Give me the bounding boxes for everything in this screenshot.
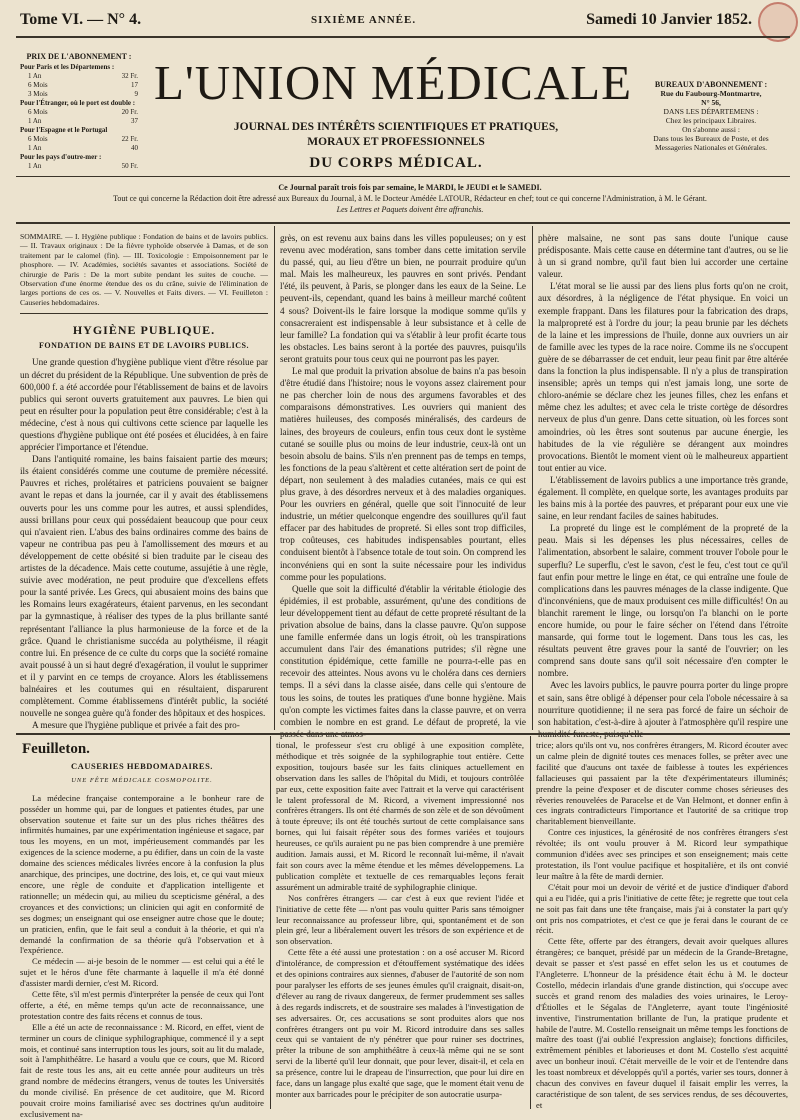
feuilleton-paragraph: Ce médecin — ai-je besoin de le nommer — est celui qui a été le sujet et le héros d'une fête charmante à laquelle il m'a été donné d'assister mardi dernier, c'est M. Ricord. (20, 956, 264, 989)
newspaper-page (6, 0, 794, 1119)
feuilleton-column-3 (536, 740, 788, 1109)
article-paragraph: Dans l'antiquité romaine, les bains faisaient partie des mœurs; ils étaient considérés comme une coutume de première nécessité. Pauvres et riches, prolétaires et patriciens pouvaient se baigner avant le repas et dans la journée, car il y avait des établissemens ouverts pour les uns comme pour les autres, et aussi splendides, aussi brillans pour ceux qui possédaient beaucoup que pour ceux qui n'avaient rien. L'abus des bains ordinaires comme des bains de vapeur ne contribua pas peu à l'amollissement des mœurs et au développement de cette obésité si bien traduite par le ciseau des artistes de la décadence. Mais cette coutume, assujétie à une règle, suivie avec modération, ne peut produire que d'excellens effets pour la santé privée. Les Grecs, qui abusaient moins des bains que les Romains leurs exagérateurs, étaient parvenus, en les secondant par la gymnastique, à réaliser des types de la plus brillante santé représentant l'alliance la plus harmonieuse de la force et de la grâce. Quand le christianisme succéda au polythéisme, il réagit contre lui. En présence de ce culte du corps que la société romaine avait poussé à un si haut degré d'exagération, il voulut le supprimer et il y parvint en ce temps de croyance. Alors les établissemens balnéaires et les coutumes qui en résultaient, disparurent complètement. Comme établissemens d'intérêt public, la société nouvelle ne songea guère qu'à fonder des hôpitaux et des hospices. (20, 454, 268, 719)
upper-column-1 (20, 232, 268, 730)
section-title-hygiene: HYGIÈNE PUBLIQUE. (72, 323, 216, 338)
article-paragraph: phère malsaine, ne sont pas sans doute l'unique cause prédisposante. Mais cette cause en détermine tant d'autres, ou se lie à un si grand nombre, qu'il faut bien lui accorder une certaine valeur. (538, 233, 788, 280)
article-paragraph: Une grande question d'hygiène publique vient d'être résolue par un décret du président de la République. Une subvention de près de 600,000 f. a été accordée pour l'établissement de bains et de lavoirs publics qui seront ouverts gratuitement aux pauvres. Le bien qui peut en résulter pour la population peut être considérable; c'est à la médecine, c'est à nous qui cultivons cette science par laquelle les questions d'hygiène publique ont été posées et élucidées, à en faire apprécier l'importance et l'étendue. (20, 357, 268, 453)
issue-header (20, 6, 786, 34)
feuilleton-title: Feuilleton. (22, 741, 90, 757)
article-paragraph: Avec les lavoirs publics, le pauvre pourra porter du linge propre et sain, sans être obligé à dépenser pour cela l'obole nécessaire à sa nourriture quotidienne; il ne sera pas forcé de faire un séchoir de son habitation, c'est-à-dire à ajouter à l'atmosphère qu'il respire une (538, 680, 788, 727)
issue-year: SIXIÈME ANNÉE. (311, 14, 417, 26)
feuilleton-paragraph: Cette fête a été aussi une protestation : on a osé accuser M. Ricord d'intolérance, de compression et d'étouffement systématique des idées et des opinions contraires aux siennes, d'abuser de l'autorité de son nom pour paralyser les efforts de ses jeunes émules qu'il craignait, disait-on, d'élever au rang de rivaux dangereux, de fermer prudemment ses salles à des regards indiscrets, et de soustraire ses malades à l'investigation de ses adversaires. Or, ces accusations se sont produites alors que nos confrères étrangers ont pu voir M. Ricord introduire dans ses salles ceux qui se vantaient de n'y pénétrer que pour ruiner ses doctrines, prêter la tribune de son amphithéâtre à ceux-là même qui ne se sont servi de la liberté qu'il leur donnait, que pour lever, disait-il, et cela en sa présence, contre lui le drapeau de l'insurrection, que pour lui dire en face, dans un langage plus exalté que sage, que le moment était venu de monter aux barricades pour le précipiter de son autocratie usurpa- (276, 947, 524, 1099)
article-paragraph: Quelle que soit la difficulté d'établir la véritable étiologie des épidémies, il est probable, assurément, qu'une des conditions de leur développement tient au défaut de cette propreté résultant de la privation absolue de bains, dans la classe pauvre. Qu'on suppose une famille enfermée dans un logis étroit, où les transpirations accumulent dans l'air des émanations putrides; s'il règne une constitution épidémique, cette famille ne pourra-t-elle pas en recevoir des atteintes. Nous avons vu le choléra dans ces derniers temps. Il a sévi dans la classe aisée, dans celle qui s'entoure de tous les soins, de toutes les pratiques d'une bonne hygiène. Mais qu'on compte les victimes faites dans la classe pauvre, et on verra combien le nombre en est grand. Le défaut de propreté, la vie (280, 583, 526, 727)
feuilleton-paragraph: trice; alors qu'ils ont vu, nos confrères étrangers, M. Ricord écouter avec un calme plein de dignité toutes ces menaces folles, se prêter avec une facilité que d'aucuns ont taxée de faiblesse à toutes les expériences fallacieuses qui passaient par la tête d'expérimentateurs illuminés; prendre la peine d'exposer et de discuter comme choses sérieuses des rêveries renouvelées de Paracelse et de Van Helmont, et donner enfin à ces ingrats contradicteurs l'importance et l'autorité de sa critique trop charitablement bienveillante. (536, 740, 788, 827)
subscription-box: PRIX DE L'ABONNEMENT : Pour Paris et les Départemens : 1 An 32 Fr. 6 Mois 17 3 Mois 9 Pour l'Étranger, où le port est double : 6 Mois 20 Fr. 1 An 37 Pour l'Espagne et le Portugal 6 Mois 22 Fr. 1 An 40 Pour les pays d'outre-mer : 1 An 50 Fr. (20, 52, 138, 170)
feuilleton-paragraph: Contre ces injustices, la générosité de nos confrères étrangers s'est révoltée; ils ont voulu prouver à M. Ricord leur sympathique communion d'idées avec ses principes et son enseignement; mais cette protestation, ils l'ont voulue pacifique et hospitalière, et ils ont convié leur maître à la fête de mardi dernier. (536, 827, 788, 881)
article-paragraph: L'établissement de lavoirs publics a une importance très grande, également. Il complète, en quelque sorte, les avantages produits par les bains mis à la portée des pauvres, et préparant pour eux une vie saine, en leur rendant faciles de saines habitudes. (538, 474, 788, 522)
article-paragraph: La propreté du linge est le complément de la propreté de la peau. Mais si les dépenses les plus nécessaires, celles de l'alimentation, absorbent le salaire, comment trouver l'obole pour le superflu? Le superflu, c'est le savon, c'est le feu, c'est tout ce qu'il faut enfin pour mettre le linge en état, ce qui entraîne une foule de complications dans les pauvres ménages de la classe indigente. Que d'inconvéniens, que de maux produisent ces mille difficultés! On au blanchit rarement le linge, ou lorsqu'on l'a blanchi on le porte encore humide, ou pour le faire sécher on l'étend dans l'étroite mansarde, qui forme tout le logement. Dans tous les cas, les résultats peuvent être graves pour la santé de l'ouvrier; on les comprend sans doute sans qu'il soit nécessaire d'en compter le nombre. (538, 523, 788, 679)
feuilleton-paragraph: Cette fête, s'il m'est permis d'interpréter la pensée de ceux qui l'ont offerte, a été, en même temps qu'un acte de reconnaissance, une protestation contre des faits récens et connus de tous. (20, 989, 264, 1021)
feuilleton-paragraph: tional, le professeur s'est cru obligé à une exposition complète, méthodique et très soignée de la syphilographie tout entière. Cette exposition, toujours basée sur les faits cliniques actuellement en observation dans les salles de l'hôpital du Midi, et toujours contrôlée par eux, cette exposition faite avec l'attrait et la verve qui caractérisent le talent professoral de M. Ricord, a vivement impressionné nos confrères étrangers. Ils ont été charmés de son zèle et de son dévoûment à toute épreuve; ils ont été touchés surtout de cette complaisance sans bornes, qui lui faisait répéter sous des formes variées et toujours heureuses, ce qu'ils auraient pu ne pas bien comprendre à une première audition. Jamais aussi, et M. Ricord le reconnaît lui-même, il n'avait fait son cours avec la même étendue et les mêmes développemens. La publication complète et textuelle de ces remarquables leçons ferait assurément un admirable traité de syphilographie clinique. (276, 740, 524, 892)
feuilleton-paragraph: Cette fête, offerte par des étrangers, devait avoir quelques allures étrangères; ce banquet, présidé par un médecin de la Grande-Bretagne, devait se passer et s'est passé en effet selon les us et coutumes de l'Angleterre. L'honneur de la présidence était échu à M. le docteur Costello, médecin irlandais d'une grande distinction, qui s'occupe avec succès et grand renom des maladies des voies urinaires, le Leroy-d'Étiolles et le Ségalas de l'Angleterre, ayant toute l'ingéniosité inventive, l'instrumentation brillante de l'un, la pratique prudente et habile de l'autre. M. Costello renseignait un même temps les fonctions de maître des toast (j'ai oublié l'expression anglaise); fonctions difficiles, extrêmement pénibles et laborieuses et dont M. Costello s'est acquitté avec un bonheur inouï. C'était merveille de le voir et de l'entendre dans les toast nombreux et développés qu'il a portés, varier ses tours, donner à chacun des convives en faveur duquel il faisait emplir les verres, la caractéristique de son talent, de ses services rendus, de ses découvertes, et (536, 936, 788, 1110)
issue-number: Tome VI. — N° 4. (20, 11, 142, 28)
article-paragraph: grès, on est revenu aux bains dans les villes populeuses; on y est revenu avec modération, sans tomber dans cette imitation servile du passé, qui, au lieu d'être un bien, ne pourrait produire qu'un mal. Mais les malheureux, les pauvres en sont privés. Pendant l'été, ils peuvent, à Paris, se plonger dans les eaux de la Seine. Le peuvent-ils, cependant, quand les bains à meilleur marché coûtent 4 sous? Doivent-ils le faire lorsque la modique somme qu'ils y consacreraient est indispensable à leur subsistance et à celle de leur famille? La fondation qui va s'établir à leur profit écarte tous les obstacles. Les bains seront à la portée des pauvres, puisqu'ils seront gratuits pour tous ceux qui ne pourront pas les payer. (280, 233, 526, 364)
publication-notice: Ce Journal paraît trois fois par semaine, le MARDI, le JEUDI et le SAMEDI. Tout ce qui concerne la Rédaction doit être adressé aux Bureaux du Journal, à M. le Docteur Amédée LATOUR, Rédacteur en chef; tout ce qui concerne l'Administration, à M. le Gérant. Les Lettres et Paquets doivent être affranchis. (113, 183, 707, 214)
feuilleton-column-1 (20, 740, 264, 1119)
article-subtitle: FONDATION DE BAINS ET DE LAVOIRS PUBLICS. (39, 341, 249, 351)
bureaux-box: BUREAUX D'ABONNEMENT : Rue du Faubourg-Montmartre, N° 56, DANS LES DÉPARTEMENS : Chez les principaux Libraires. On s'abonne aussi : Dans tous les Bureaux de Poste, et des Messageries Nationales et Générales. (653, 80, 769, 152)
feuilleton-column-2 (276, 740, 524, 1109)
upper-column-2 (280, 232, 526, 730)
feuilleton-paragraph: Elle a été un acte de reconnaissance : M. Ricord, en effet, vient de terminer un cours de clinique syphilographique, commencé il y a sept mois, et continué sans interruption tous les jours, soit au lit du malade, soit à l'amphithéâtre. Le hasard a voulu que ce cours, que M. Ricord fait de reste tous les ans, ait eu cette année pour auditeurs un très grand nombre de médecins étrangers, venus de toutes les Universités du monde civilisé. En présence de cet auditoire, que M. Ricord pouvait croire moins familiarisé avec ses doctrines qu'un auditoire exclusivement na- (20, 1021, 264, 1119)
article-paragraph: L'état moral se lie aussi par des liens plus forts qu'on ne croit, aux désordres, à la négligence de l'état physique. En voici un exemple frappant. Dans les filatures pour la fabrication des draps, la malpropreté est à l'ordre du jour; la peau brunie par les déchets de la laine et les impressions de l'huile, donne aux ouvriers un air de famille avec les types de la race noire. Comme ils ne s'occupent guère de se débarrasser de cet enduit, leur peau finit par être altérée dans la fonction la plus indispensable. Il n'y a plus de transpiration insensible; après un temps qui n'est jamais long, une sorte de chloro-anémie se déclare chez les jeunes filles, chez les enfans et même chez les adultes; et avec cela le triste cortège de désordres nerveux de plus d'un genre. Dans cette situation, où les forces sont amoindries, où les êtres sont soutenus par aucune énergie, les habitudes de la vie régulière se dérangent aux moindres provocations. Bientôt le moment vient où le malheureux appartient tout entier au vice. (538, 281, 788, 473)
feuilleton-subheading: UNE FÊTE MÉDICALE COSMOPOLITE. (71, 776, 213, 784)
upper-column-3 (538, 232, 788, 730)
article-paragraph: A mesure que l'hygiène publique et privée a fait des pro- (32, 720, 240, 731)
feuilleton-paragraph: C'était pour moi un devoir de vérité et de justice d'indiquer d'abord qui a eu l'idée, qui a pris l'initiative de cette fête; je regrette que tout cela ne soit pas fait dans une tête française, mais j'ai à constater la part qu'y ont pris nos compatriotes, et c'est ce que je ferai dans le courant de ce récit. (536, 881, 788, 936)
article-paragraph: Le mal que produit la privation absolue de bains n'a pas besoin d'être étudié dans l'histoire; nous le voyons assez clairement pour ne pas chercher loin de nous des argumens favorables et des comparaisons démonstratives. Les ouvriers qui manient des matières huileuses, des composés minéralisés, des cardeurs de laines, des broyeurs de couleurs, enfin tous ceux dont le système cutané se souille plus ou moins de leur industrie, ceux-là ont un besoin absolu de bains. S'ils n'en prennent pas de temps en temps, les fonctions de la peau s'altèrent et cette altération sert de point de départ, non seulement à des maladies cutanées, mais ce qui est plus grave, à des désordres nerveux et à des maladies organiques. Pour les ouvriers en général, quelle que soit l'innocuité de leur industrie, un métier quelconque engendre des souillures qu'il faut effacer par des habitudes de propreté. Si elles sont trop difficiles, trop coûteuses, ces habitudes indispensables pourtant, elles conduisent bientôt à l'absence totale de tout soin. On comprend les inconvéniens qui en sont la suite nécessaire pour les individus comme pour les populations. (280, 366, 526, 582)
summary: SOMMAIRE. — I. Hygiène publique : Fondation de bains et de lavoirs publics. — II. Travaux originaux : De la fièvre typhoïde observée à Damas, et de son traitement par le calomel (fin). — III. Toxicologie : Empoisonnement par le phosphore. — IV. Académies, sociétés savantes et associations. Société de chirurgie de Paris : De la mort subite pendant les suites de couche. — Observation d'une énorme étendue des os du crâne, suivie de l'élimination de larges portions de ces os. — V. Nouvelles et Faits divers. — VI. Feuilleton : Causeries hebdomadaires. (20, 232, 268, 307)
feuilleton-paragraph: Nos confrères étrangers — car c'est à eux que revient l'idée et l'initiative de cette fête — n'ont pas voulu quitter Paris sans témoigner leur reconnaissance au professeur libre, qui, spontanément et de son plein gré, leur a libéralement ouvert les trésors de son expérience et de son observation. (276, 892, 524, 947)
feuilleton-paragraph: La médecine française contemporaine a le bonheur rare de posséder un homme qui, par de longues et patientes études, par une observation soutenue et faite sur un des plus riches théâtres des infirmités humaines, par une expérimentation ingénieuse et sagace, par tous les moyens, en un mot, impérieusement commandés par les exigences de la science moderne, a pu édifier, dans un coin de la vaste domaine des sciences médicales livrées encore à la confusion la plus anarchique, des principes, une doctrine, des lois, et, ce qui vaut mieux encore, une règle de conduite et d'application intelligente et rationnelle; un médecin qui, au milieu du scepticisme général, a des croyances et des convictions; un clinicien qui agit en conformité de ses dogmes; un enseignant qui ose enseigner autre chose que le doute; un praticien, enfin, que le fait seul a conduit à la théorie, et qui n'a demandé la confirmation de sa théorie qu'à l'observation et à l'expérience. (20, 792, 264, 956)
masthead-subtitle: JOURNAL DES INTÉRÊTS SCIENTIFIQUES ET PRATIQUES, MORAUX ET PROFESSIONNELS DU CORPS MÉDICAL. (233, 121, 559, 171)
issue-date: Samedi 10 Janvier 1852. (586, 11, 752, 28)
masthead-title: L'UNION MÉDICALE (154, 55, 633, 110)
feuilleton-subtitle: CAUSERIES HEBDOMADAIRES. (71, 760, 213, 771)
